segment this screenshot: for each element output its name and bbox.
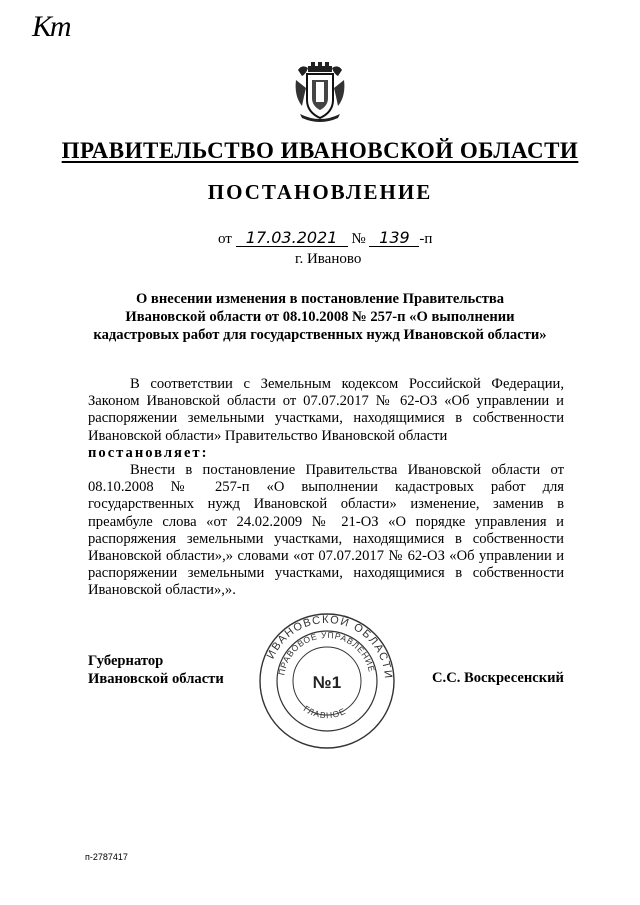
seal-ring-text: ИВАНОВСКОЙ ОБЛАСТИ (264, 613, 395, 681)
signatory-name: С.С. Воскресенский (432, 670, 564, 686)
body-paragraph-resolution: Внести в постановление Правительства Ивановской области от 08.10.2008 № 257-п «О выполнении кадастровых работ для государственных нужд Ивановской области» изменение, заменив в преамбуле слова «от 24.02.2009 № 21-ОЗ «О порядке управления и распоряжения земельными участками, находящимися в собственности Ивановской области»,» словами «от 07.07.2017 № 62-ОЗ «Об управлении и распоряжении земельными участками, находящимися в собственности Ивановской области»,». (88, 462, 564, 599)
handwritten-corner-mark: Кт (32, 10, 70, 43)
subject-line: Ивановской области от 08.10.2008 № 257-п «О выполнении (125, 309, 515, 325)
signatory-title-line: Ивановской области (88, 671, 224, 687)
body-paragraph-preamble: В соответствии с Земельным кодексом Российской Федерации, Законом Ивановской области от 07.07.2017 № 62-ОЗ «Об управлении и распоряжении земельными участками, находящимися в собственности Ивановской области» Правительство Ивановской области (88, 376, 564, 444)
seal-inner-text: ПРАВОВОЕ УПРАВЛЕНИЕ (276, 629, 378, 677)
official-seal-stamp (258, 612, 396, 750)
subject-line: О внесении изменения в постановление Правительства (135, 291, 505, 307)
coat-of-arms-emblem (292, 62, 348, 124)
resolve-keyword: постановляет: (88, 444, 209, 461)
number-suffix: -п (419, 231, 433, 247)
date-number-line (218, 230, 432, 248)
date-prefix: от (218, 231, 232, 247)
signatory-title-line: Губернатор (88, 653, 164, 669)
organization-name: ПРАВИТЕЛЬСТВО ИВАНОВСКОЙ ОБЛАСТИ (61, 138, 579, 163)
seal-center-number: №1 (312, 673, 342, 692)
city: г. Иваново (295, 251, 362, 267)
subject-line: кадастровых работ для государственных нужд Ивановской области» (93, 327, 547, 343)
document-registry-code: п-2787417 (85, 852, 128, 862)
signatory-title (88, 652, 224, 688)
document-subject (60, 290, 580, 344)
seal-lower-text: ГЛАВНОЕ (301, 703, 348, 721)
document-type-heading: ПОСТАНОВЛЕНИЕ (207, 180, 433, 204)
number-prefix: № (351, 231, 366, 247)
number-value: 139 (369, 230, 419, 247)
document-body (88, 376, 564, 600)
date-value: 17.03.2021 (236, 230, 348, 247)
